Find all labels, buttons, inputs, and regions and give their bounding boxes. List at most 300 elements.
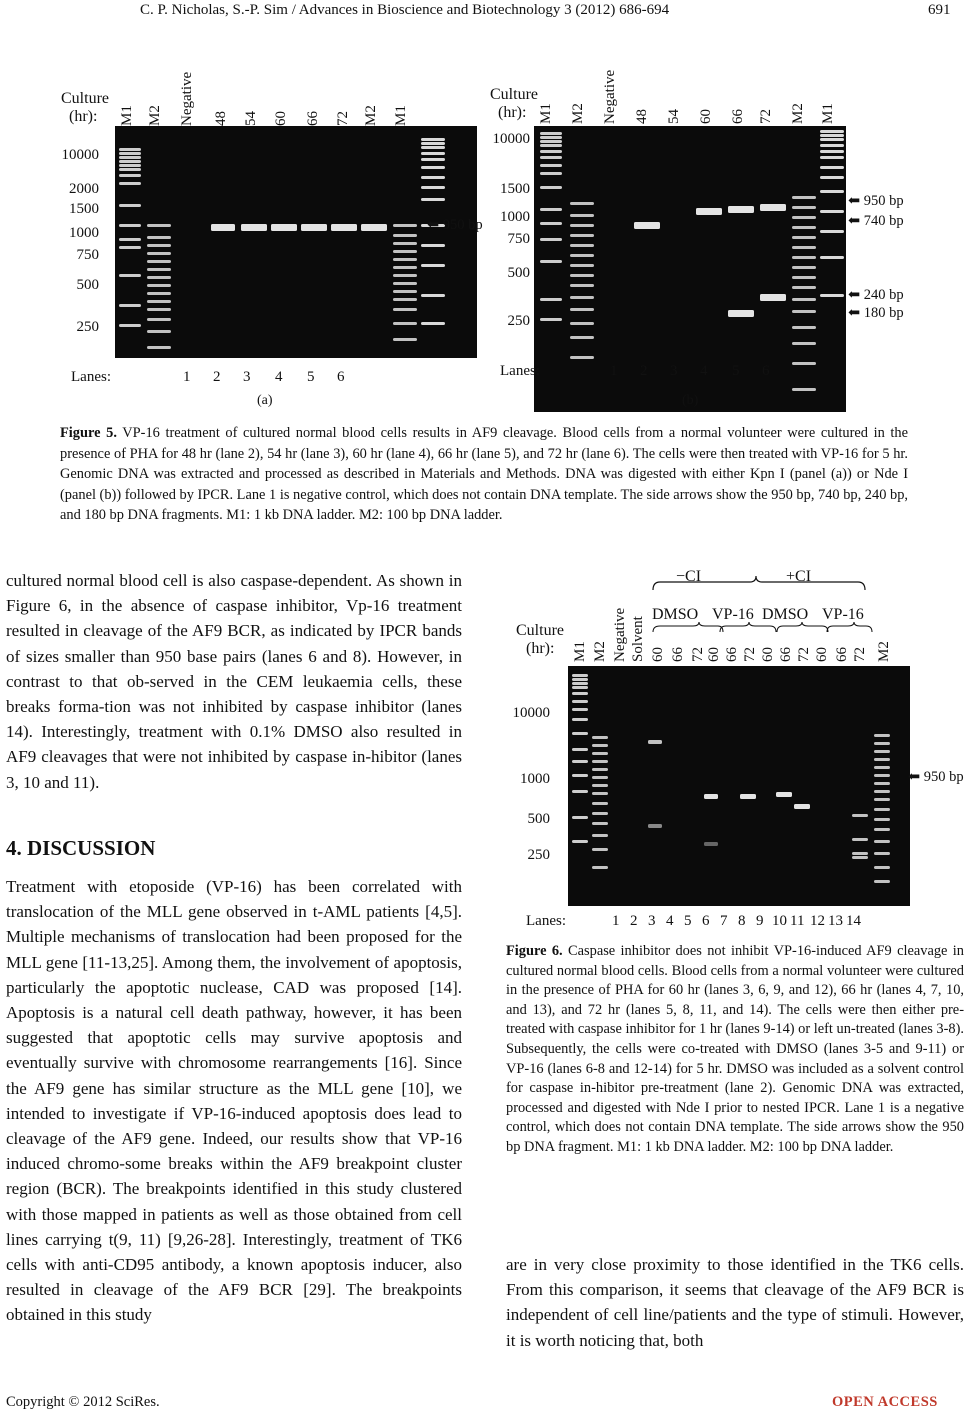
ladder-band-m2	[874, 852, 890, 855]
ladder-band-m2	[393, 266, 417, 269]
lane-number: 5	[307, 369, 315, 385]
ladder-band-m2	[592, 866, 608, 869]
ladder-band-m2	[592, 848, 608, 851]
ladder-band-m1	[540, 144, 562, 147]
arrow-label	[848, 214, 904, 228]
column-label: 60	[760, 647, 776, 662]
lane-number: 5	[732, 363, 740, 379]
column-label: Negative	[602, 69, 618, 124]
lane-number: 1	[183, 369, 191, 385]
page-number: 691	[928, 2, 951, 18]
ladder-band-m2	[874, 774, 890, 777]
product-band	[760, 204, 786, 211]
ladder-band-m2	[393, 282, 417, 285]
ladder-band-m1	[820, 176, 844, 179]
ladder-band-m1	[572, 682, 588, 685]
column-label: M2	[592, 641, 608, 662]
ladder-band-m2	[874, 782, 890, 785]
size-label: 1500	[500, 181, 530, 197]
size-label: 1000	[520, 771, 550, 787]
figure5-panel-b	[486, 58, 956, 408]
ladder-band-m2	[874, 766, 890, 769]
column-label: 72	[690, 647, 706, 662]
culture-label: Culture	[61, 90, 109, 107]
size-label: 250	[76, 319, 99, 335]
size-label: 2000	[69, 181, 99, 197]
column-label: 72	[742, 647, 758, 662]
size-label: 500	[527, 811, 550, 827]
subgroup-label: VP-16	[822, 606, 864, 623]
column-label: M2	[147, 105, 163, 126]
ladder-band-m2	[147, 346, 171, 349]
arrow-icon: ⬅	[848, 305, 864, 321]
column-label: 66	[834, 647, 850, 662]
ladder-band-m2	[570, 234, 594, 237]
ladder-band-m2	[393, 274, 417, 277]
column-label: 54	[243, 111, 259, 126]
ladder-band-m2	[393, 258, 417, 261]
arrow-label-text: 950 bp	[863, 193, 904, 209]
lanes-label: Lanes:	[71, 369, 111, 385]
ladder-band-m1	[820, 190, 844, 193]
ladder-band-m1	[572, 674, 588, 677]
column-label: 72	[335, 111, 351, 126]
arrow-label-text: 950 bp	[923, 769, 964, 785]
panel-label-a: (a)	[257, 393, 273, 408]
figure6-caption	[506, 942, 964, 1158]
product-band	[648, 824, 662, 828]
ladder-band-m1	[572, 692, 588, 695]
arrow-label	[848, 194, 904, 208]
lanes-label: Lanes:	[500, 363, 540, 379]
ladder-band-m2	[570, 322, 594, 325]
ladder-band-m1	[421, 176, 445, 179]
ladder-band-m1	[421, 294, 445, 297]
column-label: 72	[796, 647, 812, 662]
column-label: 72	[852, 647, 868, 662]
ladder-band-m2	[570, 308, 594, 311]
column-label: 66	[670, 647, 686, 662]
ladder-band-m2	[147, 276, 171, 279]
ladder-band-m1	[119, 168, 141, 171]
ladder-band-m2	[570, 202, 594, 205]
ladder-band-m1	[572, 718, 588, 721]
ladder-band-m2	[592, 802, 608, 805]
ladder-band-m2	[393, 234, 417, 237]
ladder-band-m2	[570, 274, 594, 277]
figure5-panel-a	[55, 58, 495, 408]
size-label: 250	[507, 313, 530, 329]
lane-number: 2	[640, 363, 648, 379]
ladder-band-m2	[792, 256, 816, 259]
ladder-band-m2	[570, 254, 594, 257]
culture-label: Culture	[490, 86, 538, 103]
ladder-band-m2	[147, 300, 171, 303]
ladder-band-m2	[874, 742, 890, 745]
ladder-band-m1	[540, 164, 562, 167]
arrow-label	[908, 770, 964, 784]
product-band	[776, 792, 792, 797]
ladder-band-m2	[874, 866, 890, 869]
product-band	[704, 842, 718, 846]
ladder-band-m2	[393, 224, 417, 227]
ladder-band-m1	[572, 760, 588, 763]
lane-number: 1	[612, 913, 620, 929]
gel-image	[568, 666, 910, 906]
section-heading: 4. DISCUSSION	[6, 836, 156, 860]
column-label: 60	[650, 647, 666, 662]
ladder-band-m1	[540, 186, 562, 189]
lane-number: 3	[243, 369, 251, 385]
ladder-band-m2	[874, 758, 890, 761]
arrow-label-text: 180 bp	[863, 305, 904, 321]
ladder-band-m2	[874, 790, 890, 793]
column-label: M1	[572, 641, 588, 662]
column-label: M2	[570, 103, 586, 124]
ladder-band-m2	[570, 284, 594, 287]
culture-unit: (hr):	[69, 108, 98, 125]
lane-number: 14	[846, 913, 861, 929]
ladder-band-m1	[820, 134, 844, 137]
ladder-band-m2	[147, 260, 171, 263]
ladder-band-m2	[393, 242, 417, 245]
product-band	[704, 794, 718, 799]
ladder-band-m2	[592, 768, 608, 771]
ladder-band-m2	[147, 284, 171, 287]
lane-number: 4	[275, 369, 283, 385]
ladder-band-m1	[572, 840, 588, 843]
ladder-band-m2	[147, 252, 171, 255]
ladder-band-m2	[874, 798, 890, 801]
ladder-band-m2	[592, 784, 608, 787]
panel-label-b: (b)	[682, 393, 699, 408]
size-label: 1500	[69, 201, 99, 217]
gel-image	[534, 126, 846, 412]
column-label: M1	[820, 103, 836, 124]
ladder-band-m2	[570, 336, 594, 339]
lane-number: 9	[756, 913, 764, 929]
ladder-band-m1	[421, 186, 445, 189]
ladder-band-m1	[572, 708, 588, 711]
ladder-band-m2	[874, 828, 890, 831]
ladder-band-m1	[820, 166, 844, 169]
size-label: 500	[76, 277, 99, 293]
ladder-band-m1	[119, 160, 141, 163]
product-band	[634, 222, 660, 229]
size-label: 1000	[500, 209, 530, 225]
ladder-band-m2	[592, 760, 608, 763]
size-label: 250	[527, 847, 550, 863]
ladder-band-m2	[874, 840, 890, 843]
ladder-band-m2	[393, 290, 417, 293]
column-label: 60	[814, 647, 830, 662]
lane-number: 3	[670, 363, 678, 379]
product-band	[301, 224, 327, 231]
ladder-band-m2	[147, 318, 171, 321]
size-label: 750	[76, 247, 99, 263]
ladder-band-m1	[572, 774, 588, 777]
figure5-caption	[60, 423, 908, 526]
ladder-band-m2	[570, 244, 594, 247]
ladder-band-m1	[119, 324, 141, 327]
column-label: M1	[119, 105, 135, 126]
ladder-band-m1	[540, 150, 562, 153]
ladder-band-m1	[119, 204, 141, 207]
ladder-band-m1	[572, 732, 588, 735]
ladder-band-m2	[592, 812, 608, 815]
arrow-label	[427, 218, 483, 232]
ladder-band-m1	[820, 144, 844, 147]
arrow-label-text: 740 bp	[863, 213, 904, 229]
ladder-band-m1	[421, 244, 445, 247]
ladder-band-m2	[792, 362, 816, 365]
ladder-band-m2	[792, 246, 816, 249]
column-label: M1	[538, 103, 554, 124]
lane-number: 6	[337, 369, 345, 385]
figure6	[500, 566, 966, 936]
ladder-band-m1	[540, 298, 562, 301]
ladder-band-m1	[820, 256, 844, 259]
product-band	[361, 224, 387, 231]
column-label: M2	[363, 105, 379, 126]
arrow-label-text: 240 bp	[863, 287, 904, 303]
ladder-band-m1	[820, 150, 844, 153]
culture-unit: (hr):	[498, 104, 527, 121]
column-label: Negative	[179, 71, 195, 126]
ladder-band-m1	[421, 166, 445, 169]
ladder-band-m1	[119, 174, 141, 177]
column-label: 60	[698, 109, 714, 124]
product-band	[852, 852, 868, 855]
ladder-band-m1	[119, 148, 141, 151]
ladder-band-m2	[592, 776, 608, 779]
column-label: 66	[724, 647, 740, 662]
paragraph: cultured normal blood cell is also caspase-dependent. As shown in Figure 6, in the absence of caspase inhibitor, Vp-16 treatment resulted in cleavage of the AF9 BCR, as indicated by IPCR bands of sizes smaller than 950 base pairs (lanes 6 and 8). However, in contrast to that ob-served in the CEM leukaemia cells, these breaks forma-tion was not inhibited by caspase inhibitor (lanes 14). Interestingly, treatment with 0.1% DMSO also resulted in AF9 cleavages that were not inhibited by caspase in-hibitor (lanes 3, 10 and 11).	[6, 571, 462, 792]
ladder-band-m2	[147, 330, 171, 333]
lane-number: 7	[720, 913, 728, 929]
arrow-label-text: 950 bp	[442, 217, 483, 233]
ladder-band-m2	[147, 292, 171, 295]
caption-label: Figure 6.	[506, 943, 563, 959]
ladder-band-m2	[592, 752, 608, 755]
ladder-band-m1	[540, 136, 562, 139]
ladder-band-m2	[874, 750, 890, 753]
ladder-band-m1	[540, 260, 562, 263]
ladder-band-m2	[792, 196, 816, 199]
column-label: M1	[393, 105, 409, 126]
column-label: M2	[876, 641, 892, 662]
lane-number: 2	[630, 913, 638, 929]
ladder-band-m2	[792, 342, 816, 345]
product-band	[740, 794, 756, 799]
ladder-band-m2	[570, 224, 594, 227]
product-band	[852, 814, 868, 817]
ladder-band-m1	[820, 138, 844, 141]
paragraph: Treatment with etoposide (VP-16) has been correlated with translocation of the MLL gene observed in t-AML patients [4,5]. Multiple mechanisms of translocation had been proposed for the MLL gene [11-13,25]. Among them, the involvement of apoptosis, particularly the apoptotic nuclease, CAD was proposed [14]. Apoptosis is a natural cell death pathway, however, it has been suggested that apoptotic cells may survive apoptosis and eventually survive with chromosome rearrangements [16]. Since the AF9 gene has similar structure as the MLL gene [10], we intended to investigate if VP-16-induced apoptosis does lead to cleavage of the AF9 gene. Indeed, our results show that VP-16 induced chromo-some breaks within the AF9 breakpoint cluster region (BCR). The breakpoints identified in this study clustered with those mapped in patients as well as those obtained from cell lines carrying t(9, 11) [9,26-28]. Interestingly, treatment of TK6 cells with anti-CD95 antibody, a known apoptosis inducer, also resulted in cleavage of the AF9 BCR [29]. The breakpoints obtained in this study	[6, 877, 462, 1325]
column-label: 72	[758, 109, 774, 124]
lane-number: 4	[700, 363, 708, 379]
column-label: 60	[706, 647, 722, 662]
ladder-band-m1	[421, 158, 445, 161]
column-label: 66	[730, 109, 746, 124]
product-band	[696, 208, 722, 215]
lanes-label: Lanes:	[526, 913, 566, 929]
ladder-band-m1	[421, 198, 445, 201]
ladder-band-m1	[421, 322, 445, 325]
ladder-band-m1	[572, 700, 588, 703]
ladder-band-m1	[421, 138, 445, 141]
lane-number: 10	[772, 913, 787, 929]
lane-number: 4	[666, 913, 674, 929]
column-label: M2	[790, 103, 806, 124]
ladder-band-m2	[570, 356, 594, 359]
lane-number: 5	[684, 913, 692, 929]
ladder-band-m1	[540, 208, 562, 211]
lane-number: 1	[610, 363, 618, 379]
gel-bands	[115, 126, 477, 358]
column-label: 60	[273, 111, 289, 126]
ladder-band-m2	[393, 338, 417, 341]
ladder-band-m2	[792, 276, 816, 279]
subgroup-label: VP-16	[712, 606, 754, 623]
ladder-band-m2	[393, 250, 417, 253]
arrow-icon: ⬅	[848, 193, 864, 209]
ladder-band-m2	[147, 308, 171, 311]
lane-number: 12	[810, 913, 825, 929]
ladder-band-m2	[792, 286, 816, 289]
ladder-band-m1	[820, 156, 844, 159]
open-access-label: OPEN ACCESS	[832, 1394, 938, 1410]
product-band	[794, 804, 810, 809]
ladder-band-m2	[792, 266, 816, 269]
lane-number: 6	[762, 363, 770, 379]
culture-unit: (hr):	[526, 640, 555, 657]
ladder-band-m2	[874, 808, 890, 811]
lane-number: 13	[828, 913, 843, 929]
ladder-band-m2	[874, 818, 890, 821]
ladder-band-m2	[792, 206, 816, 209]
gel-bands	[534, 126, 846, 412]
size-label: 500	[507, 265, 530, 281]
ladder-band-m2	[592, 822, 608, 825]
ladder-band-m1	[572, 790, 588, 793]
product-band	[728, 310, 754, 317]
ladder-band-m2	[592, 792, 608, 795]
gel-bands	[568, 666, 910, 906]
lane-number: 3	[648, 913, 656, 929]
column-label: Negative	[612, 607, 628, 662]
product-band	[852, 856, 868, 859]
culture-label: Culture	[516, 622, 564, 639]
ladder-band-m1	[119, 164, 141, 167]
ladder-band-m1	[820, 130, 844, 133]
group-label: +CI	[786, 568, 812, 585]
size-label: 1000	[69, 225, 99, 241]
product-band	[241, 224, 267, 231]
ladder-band-m1	[421, 146, 445, 149]
column-label: Solvent	[630, 616, 646, 662]
ladder-band-m2	[592, 834, 608, 837]
ladder-band-m1	[572, 678, 588, 681]
ladder-band-m2	[592, 744, 608, 747]
product-band	[648, 740, 662, 744]
ladder-band-m1	[572, 686, 588, 689]
ladder-band-m2	[874, 880, 890, 883]
subgroup-label: DMSO	[762, 606, 809, 623]
ladder-band-m2	[874, 734, 890, 737]
ladder-band-m2	[393, 322, 417, 325]
ladder-band-m1	[540, 238, 562, 241]
ladder-band-m1	[119, 238, 141, 241]
ladder-band-m1	[540, 140, 562, 143]
ladder-band-m1	[820, 294, 844, 297]
ladder-band-m2	[147, 224, 171, 227]
column-label: 48	[634, 109, 650, 124]
paragraph: are in very close proximity to those identified in the TK6 cells. From this comparison, it seems that cleavage of the AF9 BCR is independent of cell line/patients and the type of stimuli. However, it is worth noticing that, both	[506, 1255, 964, 1350]
product-band	[852, 838, 868, 841]
ladder-band-m2	[592, 736, 608, 739]
ladder-band-m1	[540, 318, 562, 321]
lane-number: 2	[213, 369, 221, 385]
ladder-band-m1	[421, 142, 445, 145]
arrow-label	[848, 288, 904, 302]
lane-number: 6	[702, 913, 710, 929]
ladder-band-m2	[792, 216, 816, 219]
ladder-band-m1	[540, 222, 562, 225]
caption-label: Figure 5.	[60, 425, 117, 441]
product-band	[728, 206, 754, 213]
arrow-icon: ⬅	[848, 213, 864, 229]
ladder-band-m2	[792, 298, 816, 301]
ladder-band-m1	[820, 230, 844, 233]
column-label: 66	[305, 111, 321, 126]
ladder-band-m1	[820, 210, 844, 213]
caption-text: VP-16 treatment of cultured normal blood cells results in AF9 cleavage. Blood cells from a normal volunteer were cultured in the presence of PHA for 48 hr (lane 2), 54 hr (lane 3), 60 hr (lane 4), 66 hr (lane 5), and 72 hr (lane 6). The cells were then treated with VP-16 for 5 hr. Genomic DNA was extracted and processed as described in Materials and Methods. DNA was digested with either Kpn I (panel (a)) or Nde I (panel (b)) followed by IPCR. Lane 1 is negative control, which does not contain DNA template. The side arrows show the 950 bp, 740 bp, 240 bp, and 180 bp DNA fragments. M1: 1 kb DNA ladder. M2: 100 bp DNA ladder.	[60, 425, 908, 523]
ladder-band-m2	[570, 296, 594, 299]
ladder-band-m1	[421, 152, 445, 155]
subgroup-label: DMSO	[652, 606, 699, 623]
ladder-band-m1	[540, 132, 562, 135]
product-band	[760, 294, 786, 301]
column-label: 66	[778, 647, 794, 662]
ladder-band-m2	[570, 214, 594, 217]
ladder-band-m1	[572, 748, 588, 751]
ladder-band-m2	[570, 264, 594, 267]
ladder-band-m2	[393, 308, 417, 311]
group-label: −CI	[676, 568, 702, 585]
lane-number: 11	[790, 913, 805, 929]
header-citation: C. P. Nicholas, S.-P. Sim / Advances in Bioscience and Biotechnology 3 (2012) 686-694	[140, 2, 670, 18]
ladder-band-m1	[119, 224, 141, 227]
ladder-band-m1	[540, 156, 562, 159]
gel-image	[115, 126, 477, 358]
ladder-band-m2	[147, 244, 171, 247]
ladder-band-m1	[421, 264, 445, 267]
product-band	[211, 224, 235, 231]
ladder-band-m1	[572, 816, 588, 819]
lane-number: 8	[738, 913, 746, 929]
product-band	[331, 224, 357, 231]
ladder-band-m2	[792, 388, 816, 391]
ladder-band-m1	[119, 182, 141, 185]
copyright: Copyright © 2012 SciRes.	[6, 1394, 160, 1410]
ladder-band-m2	[792, 236, 816, 239]
ladder-band-m2	[147, 268, 171, 271]
ladder-band-m2	[792, 310, 816, 313]
size-label: 750	[507, 231, 530, 247]
ladder-band-m1	[119, 274, 141, 277]
ladder-band-m1	[119, 246, 141, 249]
